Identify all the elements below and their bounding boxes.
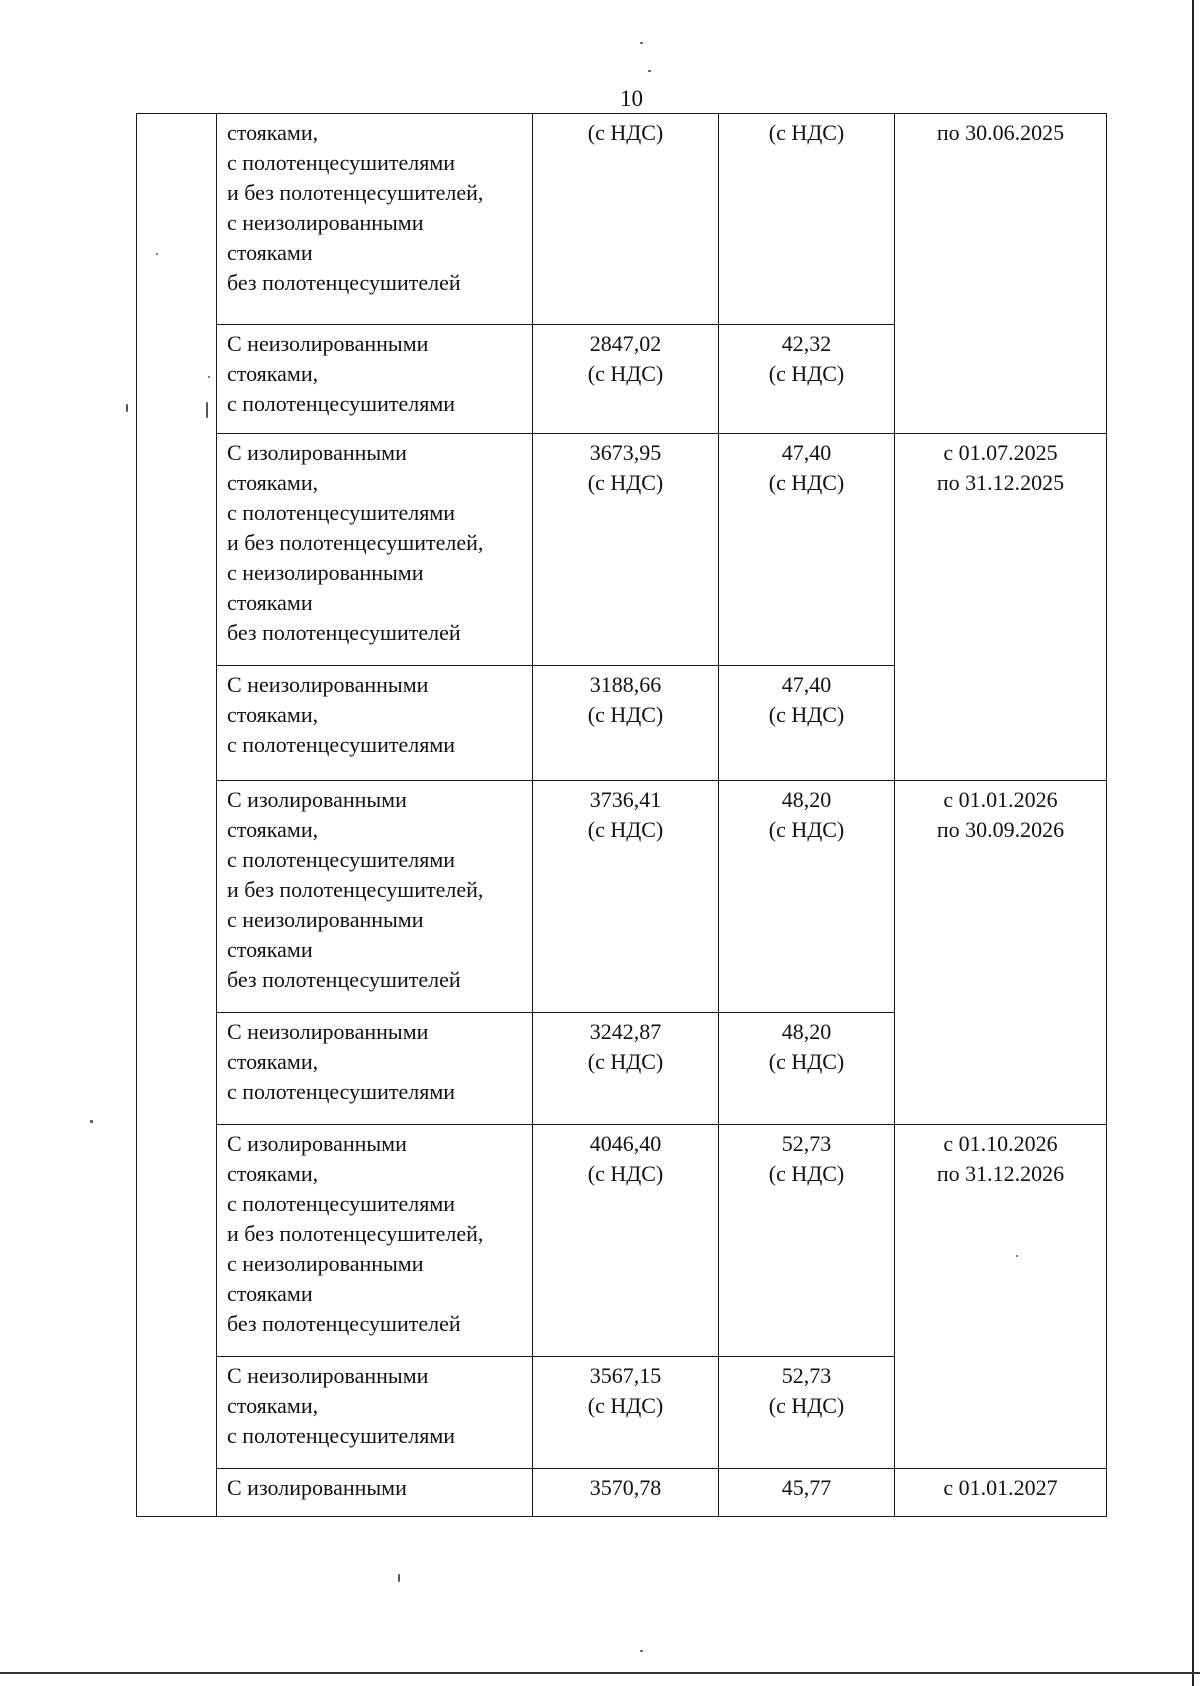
tariff-value: 48,20 bbox=[781, 787, 832, 812]
description-line: с полотенцесушителями bbox=[227, 150, 456, 175]
vat-note: (с НДС) bbox=[587, 120, 664, 145]
description-line: без полотенцесушителей bbox=[227, 967, 461, 992]
description-line: С изолированными bbox=[227, 1131, 407, 1156]
scan-edge-bottom bbox=[0, 1672, 1200, 1674]
tariff-value-cell bbox=[719, 1469, 895, 1517]
tariff-description-cell bbox=[217, 114, 533, 325]
tariff-value-cell bbox=[719, 325, 895, 434]
table-row bbox=[137, 1469, 1107, 1517]
validity-period-cell bbox=[895, 781, 1107, 1125]
vat-note: (с НДС) bbox=[587, 361, 664, 386]
tariff-value-cell bbox=[533, 1013, 719, 1125]
description-line: без полотенцесушителей bbox=[227, 1311, 461, 1336]
vat-note: (с НДС) bbox=[587, 702, 664, 727]
tariff-value: 52,73 bbox=[781, 1131, 832, 1156]
description-line: С изолированными bbox=[227, 787, 407, 812]
validity-period-cell bbox=[895, 1125, 1107, 1469]
tariff-description-cell bbox=[217, 1013, 533, 1125]
tariff-value-cell bbox=[533, 434, 719, 666]
description-line: без полотенцесушителей bbox=[227, 270, 461, 295]
tariff-description-cell bbox=[217, 781, 533, 1013]
description-line: С изолированными bbox=[227, 440, 407, 465]
tariff-value: 3570,78 bbox=[589, 1475, 662, 1500]
tariff-value: 3567,15 bbox=[589, 1363, 662, 1388]
description-line: С неизолированными bbox=[227, 1363, 429, 1388]
description-line: с полотенцесушителями bbox=[227, 1079, 456, 1104]
validity-period-cell bbox=[895, 434, 1107, 781]
vat-note: (с НДС) bbox=[768, 817, 845, 842]
tariff-value-cell bbox=[719, 1125, 895, 1357]
page-number: 10 bbox=[620, 86, 643, 111]
description-line: с неизолированными bbox=[227, 1251, 424, 1276]
period-line: по 30.06.2025 bbox=[936, 120, 1065, 145]
period-line: с 01.10.2026 bbox=[943, 1131, 1058, 1156]
description-line: стояками, bbox=[227, 1393, 319, 1418]
tariff-value-cell bbox=[719, 666, 895, 781]
description-line: стояками, bbox=[227, 1161, 319, 1186]
description-line: и без полотенцесушителей, bbox=[227, 180, 484, 205]
tariff-description-cell bbox=[217, 1125, 533, 1357]
table-row bbox=[137, 1125, 1107, 1357]
tariff-value-cell bbox=[719, 114, 895, 325]
tariff-value-cell bbox=[533, 1469, 719, 1517]
tariff-table bbox=[136, 113, 1107, 1517]
description-line: стояками, bbox=[227, 817, 319, 842]
tariff-value: 42,32 bbox=[781, 331, 832, 356]
description-line: с полотенцесушителями bbox=[227, 500, 456, 525]
description-line: с полотенцесушителями bbox=[227, 391, 456, 416]
tariff-value: 52,73 bbox=[781, 1363, 832, 1388]
tariff-value-cell bbox=[533, 1125, 719, 1357]
scan-speck bbox=[640, 42, 643, 44]
vat-note: (с НДС) bbox=[587, 470, 664, 495]
tariff-value: 47,40 bbox=[781, 672, 832, 697]
vat-note: (с НДС) bbox=[587, 817, 664, 842]
description-line: стояками, bbox=[227, 361, 319, 386]
period-line: с 01.07.2025 bbox=[943, 440, 1058, 465]
tariff-value: 3673,95 bbox=[589, 440, 662, 465]
vat-note: (с НДС) bbox=[768, 702, 845, 727]
vat-note: (с НДС) bbox=[768, 361, 845, 386]
description-line: стояками bbox=[227, 937, 313, 962]
tariff-value-cell bbox=[719, 434, 895, 666]
tariff-value: 3736,41 bbox=[589, 787, 662, 812]
description-line: стояками bbox=[227, 240, 313, 265]
description-line: С неизолированными bbox=[227, 672, 429, 697]
description-line: с полотенцесушителями bbox=[227, 732, 456, 757]
vat-note: (с НДС) bbox=[587, 1161, 664, 1186]
scan-speck bbox=[640, 1650, 643, 1652]
description-line: и без полотенцесушителей, bbox=[227, 530, 484, 555]
vat-note: (с НДС) bbox=[587, 1393, 664, 1418]
tariff-description-cell bbox=[217, 434, 533, 666]
scan-speck bbox=[398, 1574, 400, 1582]
description-line: с неизолированными bbox=[227, 560, 424, 585]
description-line: стояками bbox=[227, 1281, 313, 1306]
number-column-cell bbox=[137, 114, 217, 1517]
description-line: С неизолированными bbox=[227, 331, 429, 356]
validity-period-cell bbox=[895, 1469, 1107, 1517]
vat-note: (с НДС) bbox=[768, 1049, 845, 1074]
tariff-value-cell bbox=[533, 1357, 719, 1469]
tariff-value: 45,77 bbox=[781, 1475, 832, 1500]
description-line: с полотенцесушителями bbox=[227, 1191, 456, 1216]
tariff-value-cell bbox=[533, 114, 719, 325]
vat-note: (с НДС) bbox=[768, 470, 845, 495]
scan-speck bbox=[90, 1120, 93, 1123]
description-line: с неизолированными bbox=[227, 210, 424, 235]
tariff-value: 3188,66 bbox=[589, 672, 662, 697]
description-line: стояками, bbox=[227, 470, 319, 495]
tariff-value: 48,20 bbox=[781, 1019, 832, 1044]
description-line: стояками, bbox=[227, 702, 319, 727]
description-line: с полотенцесушителями bbox=[227, 847, 456, 872]
tariff-value-cell bbox=[719, 1013, 895, 1125]
period-line: с 01.01.2027 bbox=[943, 1475, 1058, 1500]
tariff-value-cell bbox=[533, 781, 719, 1013]
description-line: стояками, bbox=[227, 120, 319, 145]
tariff-description-cell bbox=[217, 1469, 533, 1517]
scan-speck bbox=[126, 404, 128, 412]
tariff-value-cell bbox=[719, 781, 895, 1013]
period-line: по 30.09.2026 bbox=[936, 817, 1065, 842]
scan-edge-right bbox=[1192, 0, 1194, 1686]
tariff-value-cell bbox=[719, 1357, 895, 1469]
table-body bbox=[137, 114, 1107, 1517]
tariff-value-cell bbox=[533, 666, 719, 781]
tariff-description-cell bbox=[217, 325, 533, 434]
table-row bbox=[137, 434, 1107, 666]
period-line: по 31.12.2026 bbox=[936, 1161, 1065, 1186]
description-line: без полотенцесушителей bbox=[227, 620, 461, 645]
tariff-value: 3242,87 bbox=[589, 1019, 662, 1044]
tariff-description-cell bbox=[217, 666, 533, 781]
tariff-value-cell bbox=[533, 325, 719, 434]
description-line: с полотенцесушителями bbox=[227, 1423, 456, 1448]
description-line: и без полотенцесушителей, bbox=[227, 877, 484, 902]
scan-speck bbox=[648, 70, 651, 72]
validity-period-cell bbox=[895, 114, 1107, 434]
period-line: с 01.01.2026 bbox=[943, 787, 1058, 812]
description-line: С изолированными bbox=[227, 1475, 407, 1500]
vat-note: (с НДС) bbox=[768, 1393, 845, 1418]
description-line: стояками, bbox=[227, 1049, 319, 1074]
description-line: стояками bbox=[227, 590, 313, 615]
tariff-value: 47,40 bbox=[781, 440, 832, 465]
vat-note: (с НДС) bbox=[587, 1049, 664, 1074]
vat-note: (с НДС) bbox=[768, 1161, 845, 1186]
description-line: С неизолированными bbox=[227, 1019, 429, 1044]
tariff-description-cell bbox=[217, 1357, 533, 1469]
period-line: по 31.12.2025 bbox=[936, 470, 1065, 495]
description-line: с неизолированными bbox=[227, 907, 424, 932]
vat-note: (с НДС) bbox=[768, 120, 845, 145]
tariff-value: 4046,40 bbox=[589, 1131, 662, 1156]
tariff-value: 2847,02 bbox=[589, 331, 662, 356]
table-row bbox=[137, 114, 1107, 325]
description-line: и без полотенцесушителей, bbox=[227, 1221, 484, 1246]
table-row bbox=[137, 781, 1107, 1013]
